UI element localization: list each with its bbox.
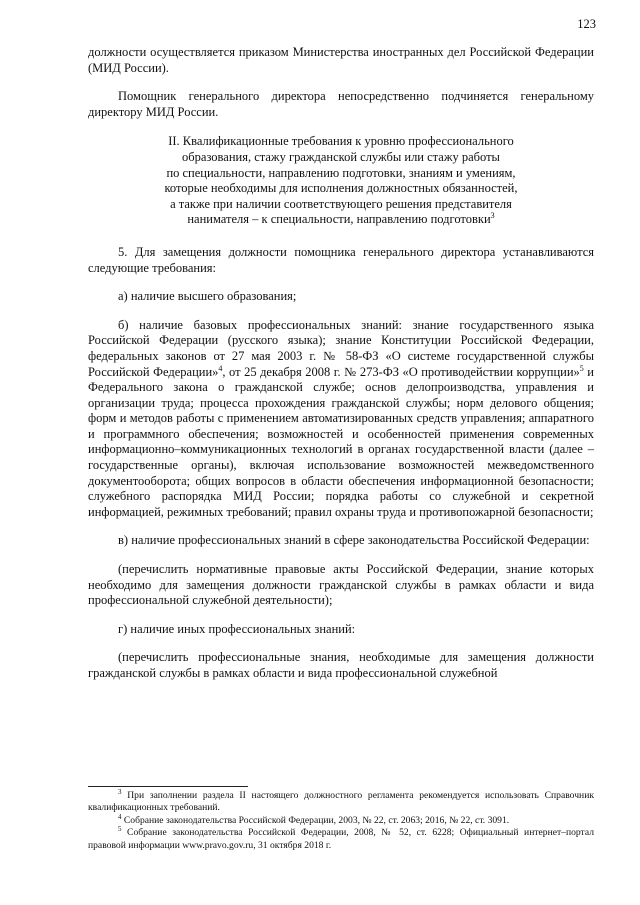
footnote-text: При заполнении раздела II настоящего должностного регламента рекомендуется использовать Справочник квалификационных требований. xyxy=(88,790,594,814)
heading-line-text: нанимателя – к специальности, направлению подготовки xyxy=(187,212,491,227)
paragraph-item-a: а) наличие высшего образования; xyxy=(118,289,297,304)
footnote-ref-5: 5 xyxy=(579,363,584,373)
document-body xyxy=(88,45,594,682)
paragraph-item-v-note: (перечислить нормативные правовые акты Российской Федерации, знание которых необходимо для замещения должности гражданской службы в рамках области и вида профессиональной служебной деятельности); xyxy=(88,562,594,608)
page-number: 123 xyxy=(577,17,596,31)
footnote-mark: 3 xyxy=(118,787,122,796)
footnote-3 xyxy=(88,787,594,815)
heading-line: по специальности, направлению подготовки, знаниям и умениям, xyxy=(166,165,516,180)
footnote-mark: 5 xyxy=(118,825,122,834)
heading-line: а также при наличии соответствующего решения представителя xyxy=(170,196,512,211)
heading-line: которые необходимы для исполнения должностных обязанностей, xyxy=(164,181,518,196)
footnote-ref-4: 4 xyxy=(218,363,223,373)
paragraph-requirements: 5. Для замещения должности помощника генерального директора устанавливаются следующие требования: xyxy=(88,244,594,275)
heading-line: образования, стажу гражданской службы или стажу работы xyxy=(182,149,500,164)
paragraph-item-b xyxy=(88,318,594,521)
paragraph-continuation: должности осуществляется приказом Министерства иностранных дел Российской Федерации (МИД России). xyxy=(88,45,594,75)
item-b-text-2: , от 25 декабря 2008 г. № 273-ФЗ «О противодействии коррупции» xyxy=(222,364,580,379)
item-b-text-1: б) наличие базовых профессиональных знаний: знание государственного языка Российской Федерации (русского языка); знание Конституции Российской Федерации, федеральных законов от 27 мая 2003 г. № 58-ФЗ «О системе государственной службы Российской Федерации» xyxy=(88,317,594,379)
paragraph-subordination: Помощник генерального директора непосредственно подчиняется генеральному директору МИД России. xyxy=(88,89,594,119)
heading-line: II. Квалификационные требования к уровню профессионального xyxy=(168,134,514,149)
footnote-4 xyxy=(88,812,594,827)
section-heading xyxy=(88,134,594,228)
footnote-mark: 4 xyxy=(118,812,122,821)
item-b-text-3: и Федерального закона о гражданской службе; основ делопроизводства, управления и организации труда; процесса прохождения гражданской службы; норм делового общения; форм и методов работы с применением автоматизированных средств управления; аппаратного и программного обеспечения; возможностей и особенностей применения современных информационно–коммуникационных технологий в органах государственной власти (далее – государственные органы), включая использование возможностей межведомственного документооборота; общих вопросов в области обеспечения информационной безопасности; служебного распорядка МИД России; порядка работы со служебной и секретной информацией, режимных требований; правил охраны труда и противопожарной безопасности; xyxy=(88,364,594,519)
paragraph-item-g: г) наличие иных профессиональных знаний: xyxy=(118,621,356,636)
heading-line-last xyxy=(88,212,594,228)
paragraph-item-g-note: (перечислить профессиональные знания, необходимые для замещения должности гражданской службы в рамках области и вида профессиональной служебной xyxy=(88,650,594,680)
footnotes xyxy=(88,787,594,852)
footnote-5 xyxy=(88,827,594,852)
footnote-text: Собрание законодательства Российской Федерации, 2003, № 22, ст. 2063; 2016, № 22, ст. 3091. xyxy=(121,814,510,826)
paragraph-item-v: в) наличие профессиональных знаний в сфере законодательства Российской Федерации: xyxy=(118,533,590,548)
footnote-text: Собрание законодательства Российской Федерации, 2008, № 52, ст. 6228; Официальный интернет–портал правовой информации www.pravo.gov.ru, 31 октября 2018 г. xyxy=(88,827,594,851)
footnote-separator xyxy=(88,786,248,787)
footnote-ref-3: 3 xyxy=(490,211,495,221)
